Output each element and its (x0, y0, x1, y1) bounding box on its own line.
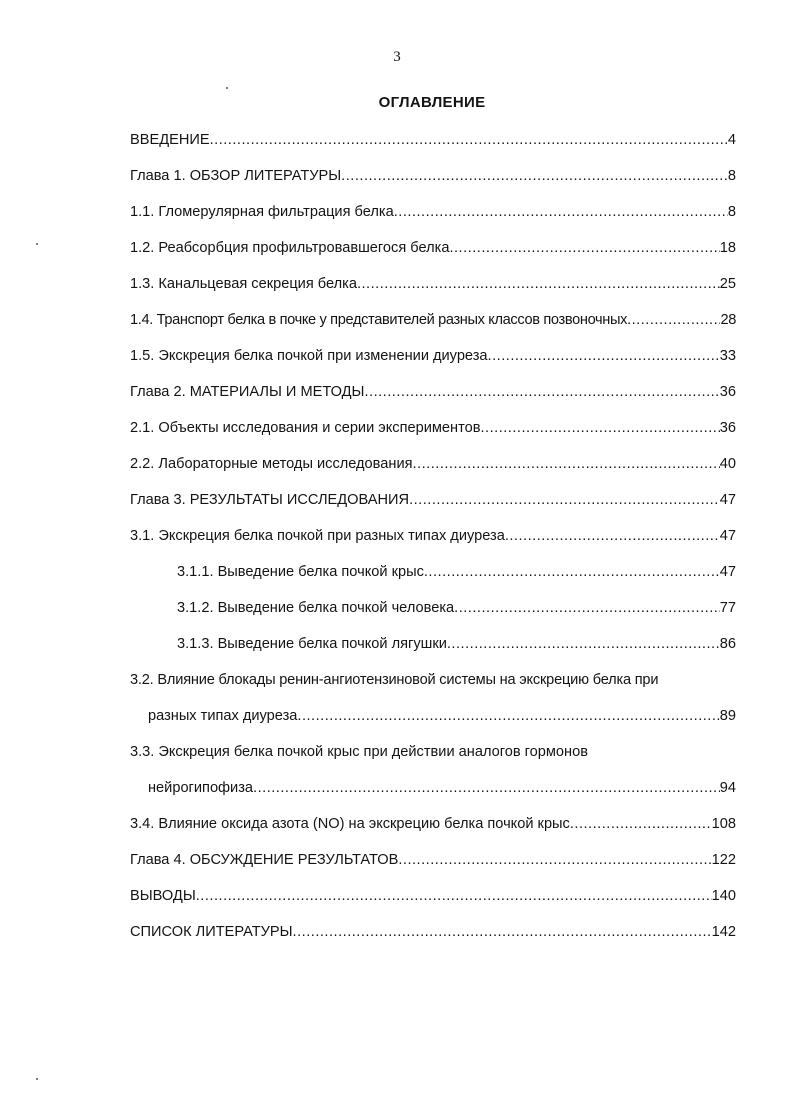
toc-entry-chapter-1: Глава 1. ОБЗОР ЛИТЕРАТУРЫ ..... 8 (130, 167, 736, 185)
toc-entry-3-3: нейрогипофиза ..... 94 (148, 779, 736, 797)
toc-entry-1-5: 1.5. Экскреция белка почкой при изменении диуреза ..... 33 (130, 347, 736, 365)
toc-entry-2-2: 2.2. Лабораторные методы исследования ..... 40 (130, 455, 736, 473)
toc-entry-3-4: 3.4. Влияние оксида азота (NO) на экскрецию белка почкой крыс ..... 108 (130, 815, 736, 833)
toc-entry-references: СПИСОК ЛИТЕРАТУРЫ ..... 142 (130, 923, 736, 941)
toc-entry-3-1: 3.1. Экскреция белка почкой при разных типах диуреза ..... 47 (130, 527, 736, 545)
toc-entry-3-3-line-1: 3.3. Экскреция белка почкой крыс при действии аналогов гормонов (130, 744, 588, 760)
toc-entry-chapter-3: Глава 3. РЕЗУЛЬТАТЫ ИССЛЕДОВАНИЯ ..... 47 (130, 491, 736, 509)
scan-speck (226, 87, 228, 89)
toc-entry-chapter-4: Глава 4. ОБСУЖДЕНИЕ РЕЗУЛЬТАТОВ ..... 122 (130, 851, 736, 869)
toc-entry-3-1-2: 3.1.2. Выведение белка почкой человека ..... 77 (177, 599, 736, 617)
toc-entry-3-1-1: 3.1.1. Выведение белка почкой крыс ..... 47 (177, 563, 736, 581)
toc-entry-1-4: 1.4. Транспорт белка в почке у представителей разных классов позвоночных ..... 28 (130, 311, 736, 329)
toc-entry-1-1: 1.1. Гломерулярная фильтрация белка ..... 8 (130, 203, 736, 221)
toc-entry-1-2: 1.2. Реабсорбция профильтровавшегося белка ..... 18 (130, 239, 736, 257)
toc-entry-3-2: разных типах диуреза ..... 89 (148, 707, 736, 725)
toc-entry-conclusions: ВЫВОДЫ ..... 140 (130, 887, 736, 905)
page-number: 3 (393, 49, 401, 65)
toc-entry-3-1-3: 3.1.3. Выведение белка почкой лягушки ..... 86 (177, 635, 736, 653)
toc-entry-introduction: ВВЕДЕНИЕ ..... 4 (130, 131, 736, 149)
toc-entry-3-2-line-1: 3.2. Влияние блокады ренин-ангиотензиновой системы на экскрецию белка при (130, 672, 659, 688)
toc-entry-2-1: 2.1. Объекты исследования и серии экспериментов ..... 36 (130, 419, 736, 437)
scan-speck (36, 243, 38, 245)
scan-speck (36, 1078, 38, 1080)
toc-entry-1-3: 1.3. Канальцевая секреция белка ..... 25 (130, 275, 736, 293)
toc-title: ОГЛАВЛЕНИЕ (378, 94, 486, 111)
toc-entry-chapter-2: Глава 2. МАТЕРИАЛЫ И МЕТОДЫ ..... 36 (130, 383, 736, 401)
